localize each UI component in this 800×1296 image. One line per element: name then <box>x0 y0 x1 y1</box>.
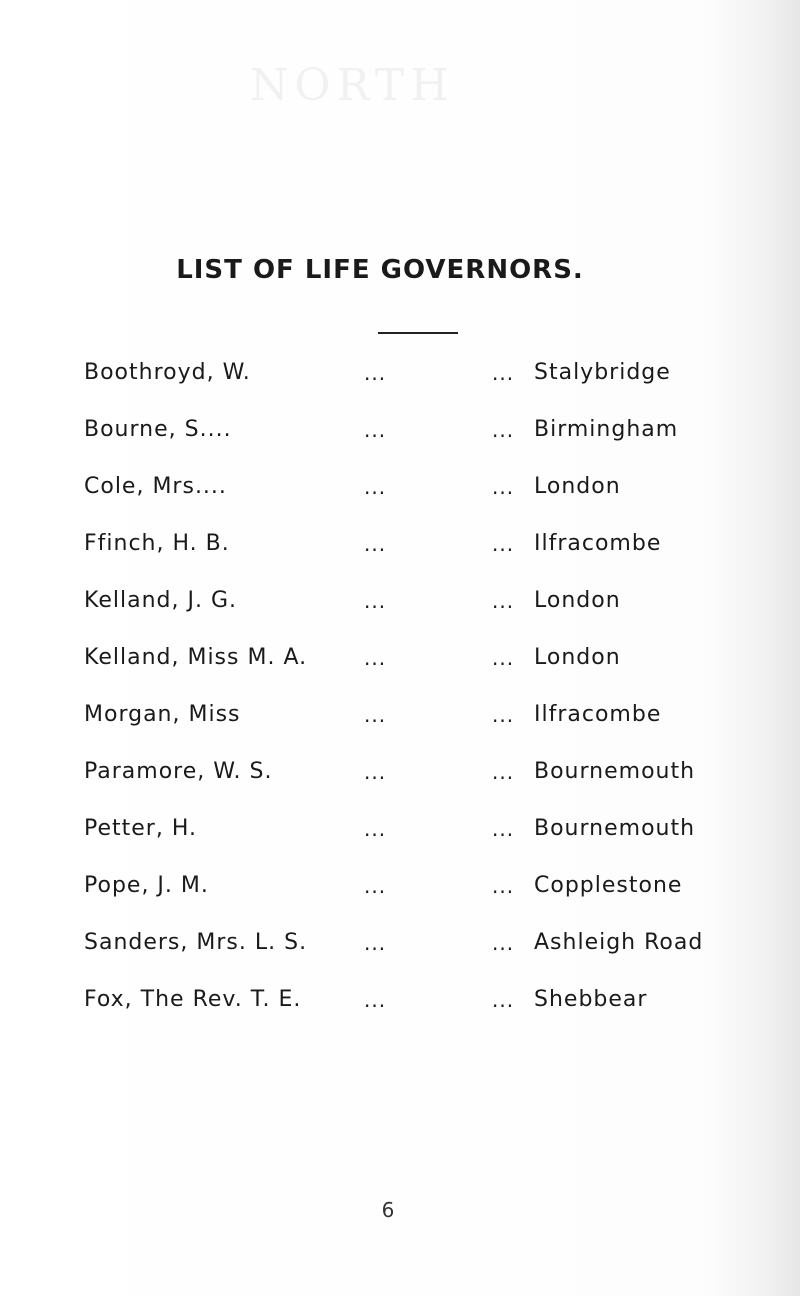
leader-dots: ... <box>364 988 387 1012</box>
leader-dots: ... <box>492 361 515 385</box>
leader-dots: ... <box>492 703 515 727</box>
list-item <box>84 415 764 472</box>
page-title: LIST OF LIFE GOVERNORS. <box>176 255 584 285</box>
governor-name: Ffinch, H. B. <box>84 531 230 556</box>
leader-dots: ... <box>364 475 387 499</box>
governor-place: Birmingham <box>534 417 679 442</box>
leader-dots: ... <box>492 589 515 613</box>
governor-place: London <box>534 474 621 499</box>
governor-name: Paramore, W. S. <box>84 759 273 784</box>
governor-name: Pope, J. M. <box>84 873 209 898</box>
leader-dots: ... <box>364 931 387 955</box>
leader-dots: ... <box>364 817 387 841</box>
page-number: 6 <box>381 1198 395 1222</box>
governor-name: Fox, The Rev. T. E. <box>84 987 302 1012</box>
list-item <box>84 871 764 928</box>
list-item <box>84 586 764 643</box>
governor-name: Boothroyd, W. <box>84 360 251 385</box>
governor-name: Morgan, Miss <box>84 702 241 727</box>
governor-name: Kelland, J. G. <box>84 588 237 613</box>
list-item <box>84 757 764 814</box>
list-item <box>84 529 764 586</box>
leader-dots: ... <box>492 475 515 499</box>
leader-dots: ... <box>364 361 387 385</box>
title-rule <box>378 332 458 334</box>
governor-place: London <box>534 588 621 613</box>
leader-dots: ... <box>492 988 515 1012</box>
list-item <box>84 985 764 1042</box>
governor-place: Bournemouth <box>534 759 696 784</box>
leader-dots: ... <box>492 532 515 556</box>
leader-dots: ... <box>364 760 387 784</box>
governor-place: Ashleigh Road <box>534 930 704 955</box>
leader-dots: ... <box>364 646 387 670</box>
governor-name: Petter, H. <box>84 816 197 841</box>
governor-name: Cole, Mrs.... <box>84 474 227 499</box>
leader-dots: ... <box>364 703 387 727</box>
leader-dots: ... <box>492 760 515 784</box>
governors-list <box>84 358 764 1042</box>
list-item <box>84 643 764 700</box>
governor-name: Sanders, Mrs. L. S. <box>84 930 308 955</box>
governor-place: Ilfracombe <box>534 531 662 556</box>
governor-place: Stalybridge <box>534 360 671 385</box>
list-item <box>84 358 764 415</box>
leader-dots: ... <box>492 646 515 670</box>
list-item <box>84 700 764 757</box>
governor-place: Ilfracombe <box>534 702 662 727</box>
leader-dots: ... <box>492 817 515 841</box>
leader-dots: ... <box>364 532 387 556</box>
governor-place: Shebbear <box>534 987 648 1012</box>
governor-place: Copplestone <box>534 873 683 898</box>
leader-dots: ... <box>492 418 515 442</box>
governor-name: Kelland, Miss M. A. <box>84 645 308 670</box>
leader-dots: ... <box>492 874 515 898</box>
leader-dots: ... <box>492 931 515 955</box>
leader-dots: ... <box>364 418 387 442</box>
list-item <box>84 814 764 871</box>
list-item <box>84 928 764 985</box>
bleed-through-text: NORTH <box>250 60 455 111</box>
leader-dots: ... <box>364 589 387 613</box>
leader-dots: ... <box>364 874 387 898</box>
list-item <box>84 472 764 529</box>
governor-name: Bourne, S.... <box>84 417 232 442</box>
governor-place: Bournemouth <box>534 816 696 841</box>
governor-place: London <box>534 645 621 670</box>
